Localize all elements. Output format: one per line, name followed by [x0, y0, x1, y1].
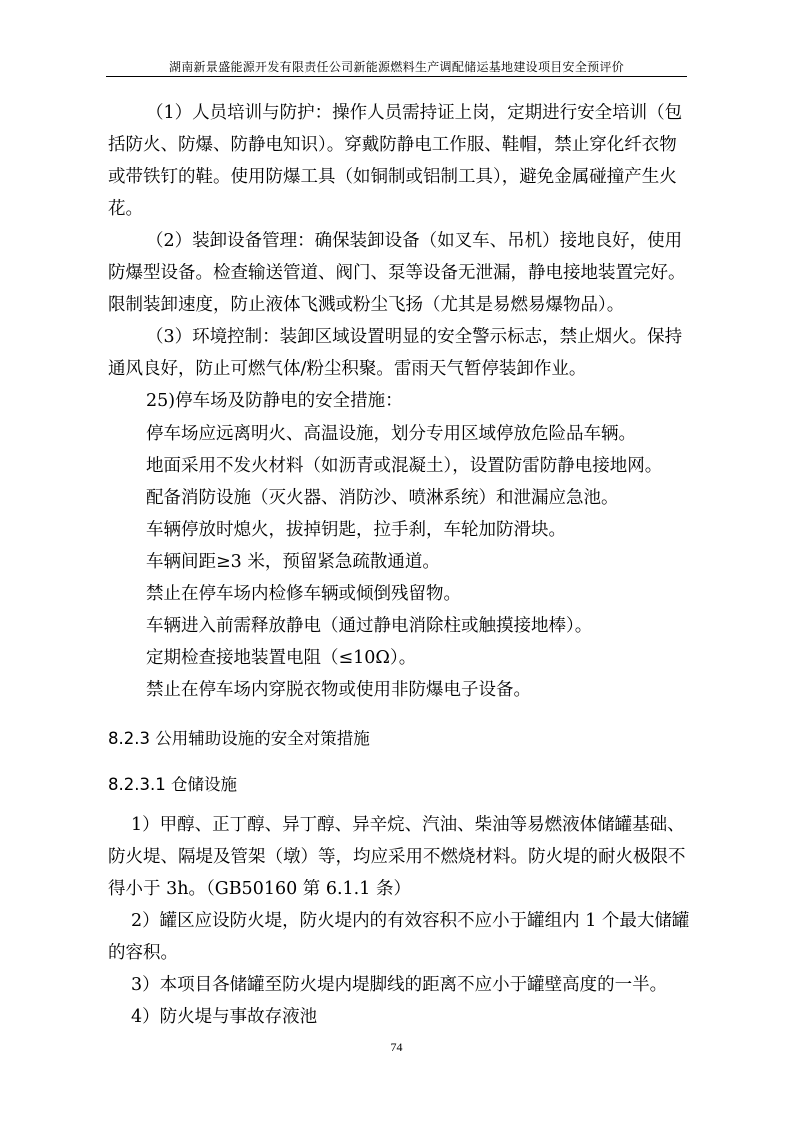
paragraph-line: 得小于 3h。（GB50160 第 6.1.1 条）: [108, 879, 411, 899]
page-header: 湖南新景盛能源开发有限责任公司新能源燃料生产调配储运基地建设项目安全预评价: [168, 60, 625, 74]
paragraph-line: 3）本项目各储罐至防火堤内堤脚线的距离不应小于罐壁高度的一半。: [131, 975, 668, 995]
paragraph-line: 防爆型设备。检查输送管道、阀门、泵等设备无泄漏，静电接地装置完好。: [108, 263, 686, 283]
paragraph-line: 或带铁钉的鞋。使用防爆工具（如铜制或铝制工具），避免金属碰撞产生火: [108, 167, 677, 187]
page-number: 74: [390, 1040, 403, 1054]
paragraph-line: （1）人员培训与防护：操作人员需持证上岗，定期进行安全培训（包: [146, 103, 683, 123]
paragraph-line: 车辆进入前需释放静电（通过静电消除柱或触摸接地棒）。: [146, 616, 593, 636]
section-heading: 8.2.3 公用辅助设施的安全对策措施: [108, 729, 370, 748]
paragraph-line: 1）甲醇、正丁醇、异丁醇、异辛烷、汽油、柴油等易燃液体储罐基础、: [131, 815, 685, 835]
paragraph-line: 防火堤、隔堤及管架（墩）等，均应采用不燃烧材料。防火堤的耐火极限不: [108, 847, 686, 867]
paragraph-line: 车辆间距≥3 米，预留紧急疏散通道。: [146, 552, 440, 572]
paragraph-line: 25)停车场及防静电的安全措施：: [146, 391, 403, 411]
subsection-heading: 8.2.3.1 仓储设施: [108, 775, 237, 794]
paragraph-line: 禁止在停车场内检修车辆或倾倒残留物。: [146, 584, 461, 604]
header-rule: [106, 76, 687, 77]
paragraph-line: 限制装卸速度，防止液体飞溅或粉尘飞扬（尤其是易燃易爆物品）。: [108, 295, 625, 315]
paragraph-line: 括防火、防爆、防静电知识）。穿戴防静电工作服、鞋帽，禁止穿化纤衣物: [108, 135, 677, 155]
paragraph-line: 定期检查接地装置电阻（≤10Ω）。: [146, 648, 417, 668]
paragraph-line: 停车场应远离明火、高温设施，划分专用区域停放危险品车辆。: [146, 424, 636, 444]
paragraph-line: 花。: [108, 199, 143, 219]
paragraph-line: （2）装卸设备管理：确保装卸设备（如叉车、吊机）接地良好，使用: [146, 231, 683, 251]
paragraph-line: 通风良好，防止可燃气体/粉尘积聚。雷雨天气暂停装卸作业。: [108, 359, 587, 379]
paragraph-line: 2）罐区应设防火堤，防火堤内的有效容积不应小于罐组内 1 个最大储罐: [131, 911, 690, 931]
paragraph-line: 配备消防设施（灭火器、消防沙、喷淋系统）和泄漏应急池。: [146, 488, 619, 508]
paragraph-line: （3）环境控制：装卸区域设置明显的安全警示标志，禁止烟火。保持: [146, 327, 683, 347]
paragraph-line: 地面采用不发火材料（如沥青或混凝土），设置防雷防静电接地网。: [146, 456, 663, 476]
paragraph-line: 4）防火堤与事故存液池: [131, 1007, 318, 1027]
paragraph-line: 的容积。: [108, 943, 178, 963]
paragraph-line: 禁止在停车场内穿脱衣物或使用非防爆电子设备。: [146, 680, 531, 700]
paragraph-line: 车辆停放时熄火，拔掉钥匙，拉手刹，车轮加防滑块。: [146, 520, 566, 540]
